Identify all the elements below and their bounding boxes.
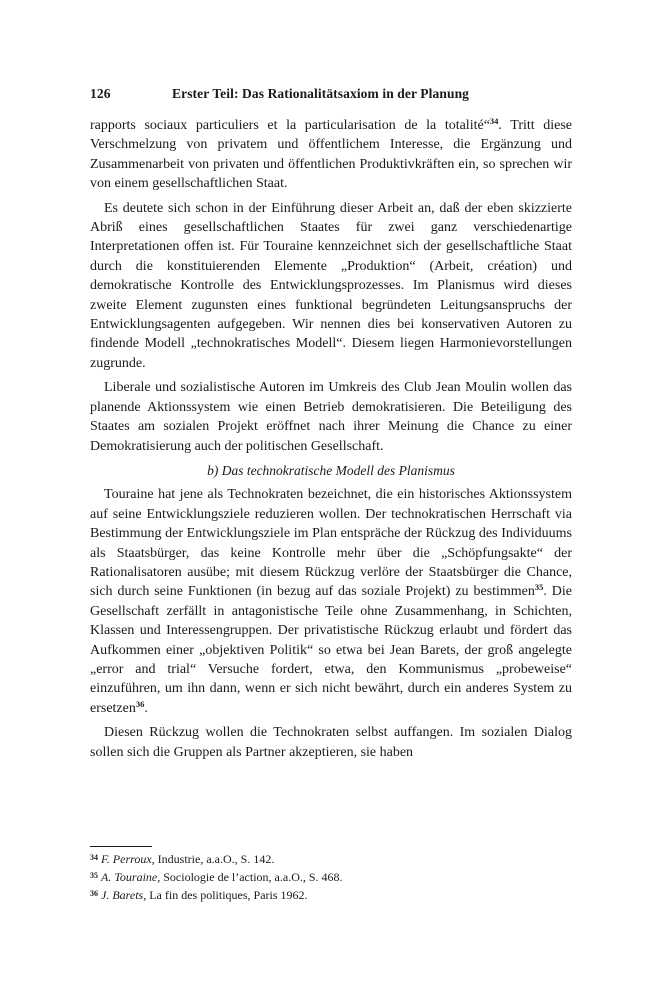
- body-text: [90, 116, 572, 762]
- page-number: 126: [90, 86, 111, 101]
- footnote-ref-35: 35: [534, 582, 544, 593]
- footnote-35: $^{35}$ A. Touraine, Sociologie de l’action, a.a.O., S. 468.: [90, 870, 343, 884]
- footnotes: [90, 850, 570, 904]
- paragraph-continuation: rapports sociaux particuliers et la particularisation de la totalité“$^{34}$. Tritt diese Verschmelzung von privatem und öffentlichem Interesse, die Ergänzung und Zusammenarbeit von privaten und öffentlichen Produktivkräften ein, so sprechen wir von einem gesellschaftlichen Staat.: [90, 116, 573, 192]
- footnote-36: $^{36}$ J. Barets, La fin des politiques, Paris 1962.: [90, 888, 308, 902]
- paragraph-social-dialog: Diesen Rückzug wollen die Technokraten selbst auffangen. Im sozialen Dialog sollen sich die Gruppen als Partner akzeptieren, sie haben: [90, 725, 572, 760]
- footnote-ref-36: 36: [135, 698, 145, 709]
- section-subheading: b) Das technokratische Modell des Planismus: [207, 462, 455, 478]
- footnote-ref-34: 34: [489, 116, 499, 126]
- paragraph-club-jean-moulin: Liberale und sozialistische Autoren im Umkreis des Club Jean Moulin wollen das planende Aktionssystem wie einen Betrieb demokratisieren. Die Beteiligung des Staates am sozialen Projekt eröffnet nach ihrer Meinung die Chance zu einer Demokratisierung auch der politischen Gesellschaft.: [90, 380, 572, 454]
- footnote-34: $^{34}$ F. Perroux, Industrie, a.a.O., S. 142.: [90, 852, 275, 866]
- paragraph-technocrats: Touraine hat jene als Technokraten bezeichnet, die ein historisches Aktionssystem auf seine Entwicklungsziele reduzieren wollen. Der technokratischen Herrschaft via Bestimmung der Entwicklungsziele im Plan entspräche der Rückzug des Individuums als Staatsbürger, das keine Kontrolle mehr über die „Schöpfungsakte“ der Rationalisatoren ausübe; mit diesem Rückzug verlöre der Staatsbürger die Chance, sich durch seine Funktionen (in bezug auf das soziale Projekt) zu bestimmen$^{35}$. Die Gesellschaft zerfällt in antagonistische Teile ohne Zusammenhang, in Schichten, Klassen und Interessengruppen. Der privatistische Rückzug erlaubt und fördert das Aufkommen einer „objektiven Politik“ so etwa bei Jean Barets, der groß angelegte „error and trial“ Versuche fordert, etwa, den Kommunismus „probeweise“ einzuführen, um ihn dann, wenn er sich nicht bewährt, durch ein anderes System zu ersetzen$^{36}$.: [90, 487, 572, 716]
- paragraph-touraine-state: Es deutete sich schon in der Einführung dieser Arbeit an, daß der eben skizzierte Abriß eines gesellschaftlichen Staates für zwei ganz verschiedenartige Interpretationen offen ist. Für Touraine kennzeichnet sich der gesellschaftliche Staat durch die konstituierenden Elemente „Produktion“ (Arbeit, création) und demokratische Kontrolle des Entwicklungsprozesses. Im Planismus wird dieses zweite Element zugunsten eines funktional begründeten Leitungsanspruchs der Entwicklungsagenten aufgegeben. Wir nennen dies bei konservativen Autoren zu findende Modell „technokratisches Modell“. Diesem liegen Harmonievorstellungen zugrunde.: [90, 200, 572, 371]
- running-title: Erster Teil: Das Rationalitätsaxiom in der Planung: [172, 86, 470, 101]
- footnote-divider: [90, 846, 152, 847]
